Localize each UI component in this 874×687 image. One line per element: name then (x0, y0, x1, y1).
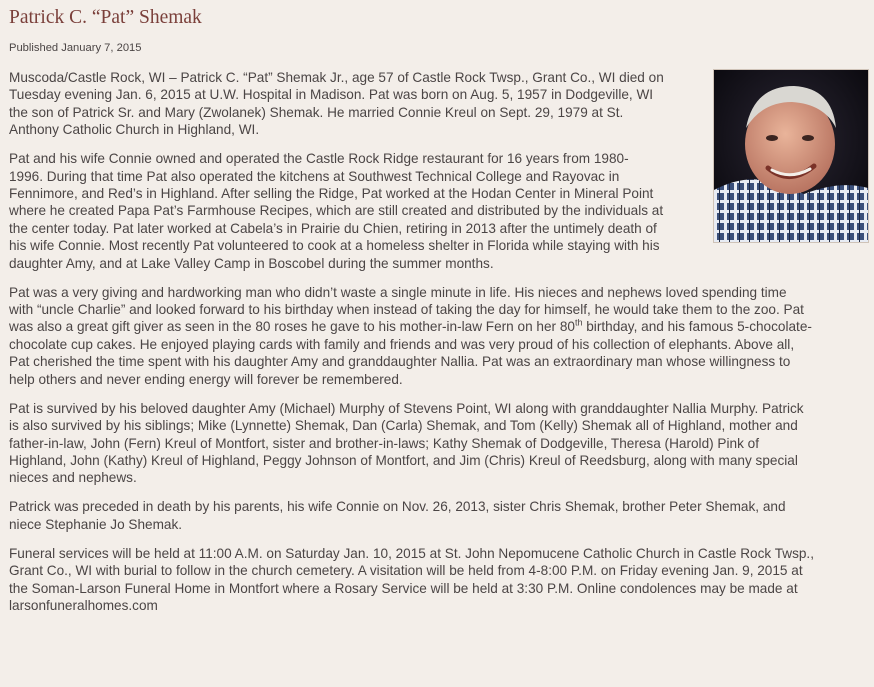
text-line: father-in-law, John (Fern) Kreul of Montfort, sister and brother-in-laws; Kathy Shemak of Dodgeville, Theresa (Harold) Pink of (9, 435, 759, 451)
text-line: Funeral services will be held at 11:00 A.M. on Saturday Jan. 10, 2015 at St. John Nepomucene Catholic Church in Castle Rock Twsp., (9, 545, 814, 561)
text-line: niece Stephanie Jo Shemak. (9, 516, 183, 532)
text-line: Highland, John (Kathy) Kreul of Highland, Peggy Johnson of Montfort, and Jim (Chris) Kreul of Reedsburg, along with many special (9, 452, 798, 468)
text-line: where he created Papa Pat’s Farmhouse Recipes, which are still created and distributed by the individuals at (9, 203, 664, 219)
text-line: is also survived by his siblings; Mike (Lynnette) Shemak, Dan (Carla) Shemak, and Tom (Kelly) Shemak all of Highland, mother and (9, 418, 798, 434)
text-line: Pat is survived by his beloved daughter Amy (Michael) Murphy of Stevens Point, WI along with granddaughter Nallia Murphy. Patrick (9, 400, 804, 416)
text-line: Pat was a very giving and hardworking man who didn’t waste a single minute in life. His nieces and nephews loved spending time (9, 284, 787, 300)
paragraph-intro (9, 69, 707, 139)
article-body (9, 69, 865, 626)
text-segment: was also a great gift giver as seen in the 80 roses he gave to his mother-in-law Fern on her 80 (9, 319, 575, 335)
text-line: Muscoda/Castle Rock, WI – Patrick C. “Pat” Shemak Jr., age 57 of Castle Rock Twsp., Grant Co., WI died on (9, 70, 664, 85)
text-line: with “uncle Charlie” and looked forward to his birthday when instead of taking the day for himself, he would take them to the zoo. Pat (9, 302, 804, 318)
text-line: Tuesday evening Jan. 6, 2015 at U.W. Hospital in Madison. Pat was born on Aug. 5, 1957 in Dodgeville, WI (9, 87, 654, 103)
text-line: Pat cherished the time spent with his daughter Amy and granddaughter Nallia. Pat was an extraordinary man whose willingness to (9, 354, 791, 370)
text-line: Grant Co., WI with burial to follow in the church cemetery. A visitation will be held from 4-8:00 P.M. on Friday evening Jan. 9, 2015 at (9, 563, 803, 579)
text-line: chocolate cup cakes. He enjoyed playing cards with family and friends and was very proud of his collection of elephants. Above all, (9, 336, 795, 352)
text-line: nieces and nephews. (9, 470, 137, 486)
text-line: the Soman-Larson Funeral Home in Montfort where a Rosary Service will be held at 3:30 P.M. Online condolences may be made at (9, 580, 798, 596)
text-line: larsonfuneralhomes.com (9, 597, 158, 613)
paragraph-career (9, 150, 707, 272)
text-line: 1996. During that time Pat also operated the kitchens at Southwest Technical College and Rayovac in (9, 168, 620, 184)
text-line: the center today. Pat later worked at Cabela’s in Prairie du Chien, retiring in 2013 after the untimely death of (9, 220, 657, 236)
text-line-with-superscript (9, 318, 865, 335)
text-line: help others and never ending energy will forever be remembered. (9, 371, 403, 387)
paragraph-survivors (9, 400, 865, 487)
text-segment: birthday, and his famous 5-chocolate- (582, 319, 812, 335)
paragraph-character (9, 284, 865, 388)
ordinal-superscript: th (574, 317, 583, 328)
text-line: the son of Patrick Sr. and Mary (Zwolanek) Shemak. He married Connie Kreul on Sept. 29, 1979 at St. (9, 104, 624, 120)
text-line: Patrick was preceded in death by his parents, his wife Connie on Nov. 26, 2013, sister Chris Shemak, brother Peter Shemak, and (9, 499, 786, 515)
text-line: Pat and his wife Connie owned and operated the Castle Rock Ridge restaurant for 16 years from 1980- (9, 151, 629, 167)
text-line: Fennimore, and Red’s in Highland. After selling the Ridge, Pat worked at the Hodan Center in Mineral Point (9, 186, 654, 202)
text-line: his wife Connie. Most recently Pat volunteered to cook at a homeless shelter in Florida while staying with his (9, 238, 660, 254)
page-title: Patrick C. “Pat” Shemak (9, 7, 202, 28)
text-line: Anthony Catholic Church in Highland, WI. (9, 122, 260, 138)
text-line: daughter Amy, and at Lake Valley Camp in Boscobel during the summer months. (9, 255, 494, 271)
paragraph-services (9, 545, 865, 615)
paragraph-preceded (9, 498, 865, 533)
published-date: Published January 7, 2015 (9, 42, 142, 54)
